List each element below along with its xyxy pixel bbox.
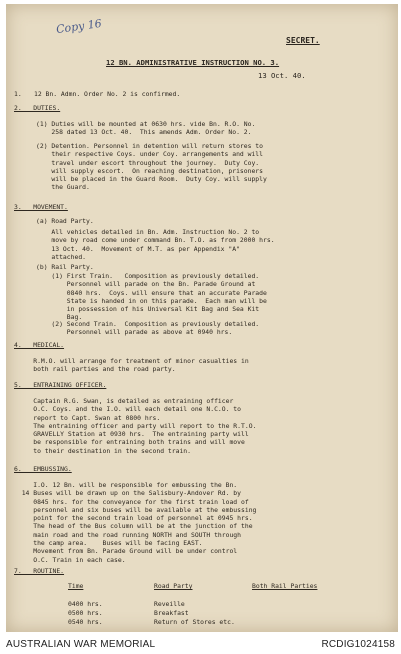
rail-party-label: (b) Rail Party. [36, 263, 94, 271]
classification-stamp: SECRET. [286, 36, 320, 45]
archive-footer [0, 634, 401, 654]
archive-reference: RCDIG1024158 [321, 639, 395, 650]
para-2-detention: (2) Detention. Personnel in detention will return stores to their respective Coys. under Coy. arrangements and will travel under escort throughout the journey. Duty Coy. will supply escort. On reaching destination, prisoners will be placed in the Guard Room. Duty Coy. will supply the Guard. [36, 142, 267, 192]
para-1-number: 1. [14, 90, 22, 98]
para-2-heading: 2. DUTIES. [14, 104, 61, 112]
para-1-text: 12 Bn. Admn. Order No. 2 is confirmed. [34, 90, 181, 98]
document-page [6, 4, 398, 632]
para-4-heading: 4. MEDICAL. [14, 341, 65, 349]
routine-road: Return of Stores etc. [154, 618, 235, 626]
routine-col-road: Road Party [154, 582, 193, 590]
routine-col-rail: Both Rail Parties [252, 582, 318, 590]
routine-road: Reveille [154, 600, 185, 608]
routine-col-time: Time [68, 582, 84, 590]
document-date: 13 Oct. 40. [258, 71, 306, 80]
para-3-heading: 3. MOVEMENT. [14, 203, 68, 211]
para-4-text: R.M.O. will arrange for treatment of minor casualties in both rail parties and the road party. [33, 357, 249, 374]
para-5-heading: 5. ENTRAINING OFFICER. [14, 381, 107, 389]
para-5-text: Captain R.G. Swan, is detailed as entraining officer O.C. Coys. and the I.O. will each detail one N.C.O. to report to Capt. Swan at 0800 hrs. The entraining officer and party will report to the R.T.O. GRAVELLY Station at 0930 hrs. The entraining party will be responsible for entraining both trains and will move to their destination in the second train. [33, 397, 257, 455]
second-train-text: (2) Second Train. Composition as previously detailed. Personnel will parade as above at 0940 hrs. [51, 320, 260, 337]
routine-time: 0500 hrs. [68, 609, 103, 617]
first-train-text: (1) First Train. Composition as previously detailed. Personnel will parade on the Bn. Parade Ground at 0840 hrs. Coys. will ensure that an accurate Parade State is handed in on this parade. Each man will be in possession of his Universal Kit Bag and Sea Kit Bag. [51, 272, 267, 322]
para-2-duties: (1) Duties will be mounted at 0630 hrs. vide Bn. R.O. No. 258 dated 13 Oct. 40. This amends Adm. Order No. 2. [36, 120, 256, 137]
routine-road: Breakfast [154, 609, 189, 617]
handwritten-note: Copy 16 [55, 16, 103, 37]
para-6-heading: 6. EMBUSSING. [14, 465, 72, 473]
archive-name: AUSTRALIAN WAR MEMORIAL [6, 639, 156, 650]
para-7-heading: 7. ROUTINE. [14, 567, 65, 575]
road-party-text: All vehicles detailed in Bn. Adm. Instruction No. 2 to move by road come under command Bn. T.O. as from 2000 hrs. 13 Oct. 40. Movement of M.T. as per Appendix "A" attached. [51, 228, 275, 261]
routine-time: 0400 hrs. [68, 600, 103, 608]
road-party-label: (a) Road Party. [36, 217, 94, 225]
para-6-text: I.O. 12 Bn. will be responsible for embussing the Bn. 14 Buses will be drawn up on the Salisbury-Andover Rd. by 0845 hrs. for the conveyance for the first train load of personnel and six buses will be available at the embussing point for the second train load of personnel at 0945 hrs. The head of the Bus column will be at the junction of the main road and the road running NORTH and SOUTH through the camp area. Buses will be facing EAST. Movement from Bn. Parade Ground will be under control O.C. Train in each case. [21, 481, 257, 564]
document-title: 12 BN. ADMINISTRATIVE INSTRUCTION NO. 3. [106, 58, 280, 67]
routine-time: 0540 hrs. [68, 618, 103, 626]
